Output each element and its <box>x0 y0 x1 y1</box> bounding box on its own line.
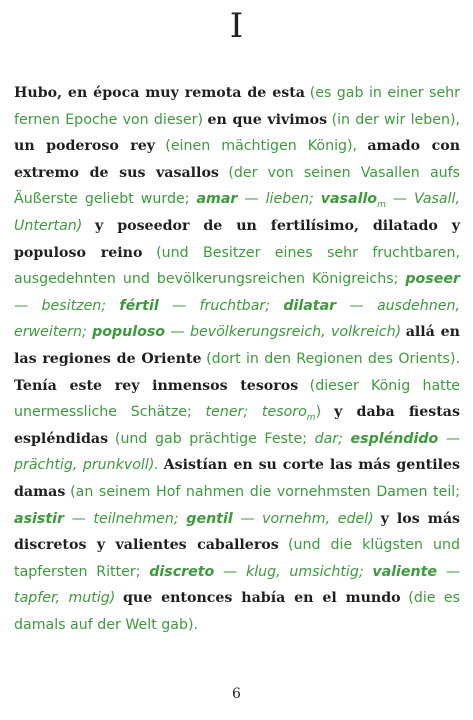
spanish-text: Tenía este rey inmensos tesoros <box>14 377 299 394</box>
gender-marker: m <box>377 200 386 211</box>
german-gloss: (einen mächtigen König), <box>165 138 358 155</box>
page-number: 6 <box>232 686 241 702</box>
german-gloss: (der von seinen Vasallen aufs Äußerste geliebt wurde; amar — lieben; vasallo$_m$ — Vasall, Untertan) <box>14 164 461 234</box>
vocab-keyword: poseer <box>405 271 460 288</box>
german-gloss: (in der wir leben), <box>331 111 461 128</box>
spanish-text: y los más discretos y valientes caballeros <box>14 510 460 554</box>
spanish-text: que entonces había en el mundo <box>122 590 401 607</box>
spanish-text: amado con extremo de sus vasallos <box>14 138 461 181</box>
vocab-keyword: populoso <box>92 324 166 341</box>
german-gloss: (dort in den Regionen des Orients). <box>206 350 460 367</box>
spanish-text: y daba fiestas espléndidas <box>14 404 460 447</box>
vocab-keyword: discreto <box>149 563 215 580</box>
vocab-keyword: amar <box>196 191 238 208</box>
vocab-keyword: fértil <box>119 297 159 314</box>
vocab-keyword: asistir <box>14 510 64 527</box>
gender-marker: m <box>306 412 316 423</box>
vocab-keyword: vasallo <box>320 191 378 208</box>
german-gloss: (und gab prächtige Feste; dar; espléndido — prächtig, prunkvoll). <box>14 430 460 474</box>
vocab-keyword: gentil <box>186 510 233 527</box>
spanish-text: allá en las regiones de Oriente <box>14 324 460 367</box>
german-gloss: (die es damals auf der Welt gab). <box>14 590 461 633</box>
spanish-text: y poseedor de un fertilísimo, dilatado y populoso reino <box>14 217 461 261</box>
vocab-keyword: dilatar <box>283 297 337 314</box>
bilingual-paragraph <box>14 80 460 638</box>
spanish-text: un poderoso rey <box>14 138 156 155</box>
german-gloss: (dieser König hatte unermessliche Schätze; tener; tesoro$_m$) <box>14 377 460 423</box>
german-gloss: (an seinem Hof nahmen die vornehmsten Damen teil; asistir — teilnehmen; gentil — vornehm, edel) <box>14 483 460 527</box>
spanish-text: en que vivimos <box>207 111 328 128</box>
spanish-text: Hubo, en época muy remota de esta <box>14 85 305 101</box>
vocab-keyword: espléndido <box>350 430 439 447</box>
german-gloss: (es gab in einer sehr fernen Epoche von dieser) <box>14 85 460 128</box>
vocab-keyword: valiente <box>372 563 438 580</box>
german-gloss: (und die klügsten und tapfersten Ritter; discreto — klug, umsichtig; valiente — tapfer, mutig) <box>14 537 460 607</box>
chapter-numeral: I <box>229 6 244 46</box>
spanish-text: Asistían en su corte las más gentiles damas <box>14 457 461 500</box>
german-gloss: (und Besitzer eines sehr fruchtbaren, ausgedehnten und bevölkerungsreichen Königreichs; poseer — besitzen; fértil — fruchtbar; dilatar — ausdehnen, erweitern; populoso — bevölkerungsreich, volkreich) <box>14 244 460 341</box>
